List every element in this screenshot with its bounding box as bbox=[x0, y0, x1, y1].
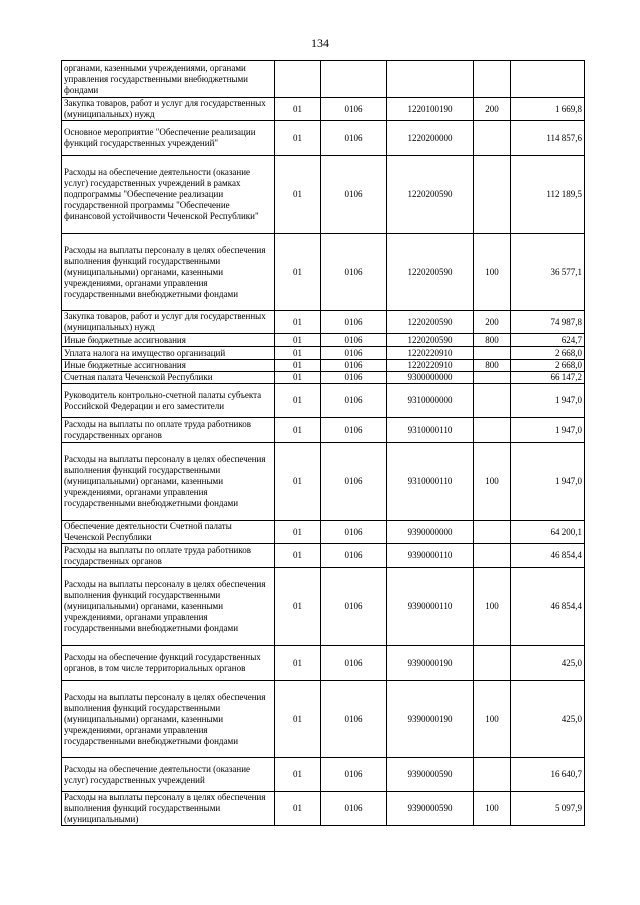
cell-subsection: 0106 bbox=[321, 372, 387, 384]
cell-amount: 46 854,4 bbox=[511, 544, 585, 568]
cell-subsection bbox=[321, 61, 387, 98]
cell-amount: 1 947,0 bbox=[511, 384, 585, 418]
cell-name: Закупка товаров, работ и услуг для государственных (муниципальных) нужд bbox=[62, 98, 275, 121]
cell-expense-type: 800 bbox=[474, 334, 511, 347]
cell-name: Расходы на выплаты персоналу в целях обеспечения выполнения функций государственными (муниципальными) bbox=[62, 792, 275, 826]
cell-section bbox=[275, 61, 321, 98]
table-row bbox=[62, 156, 585, 234]
cell-subsection: 0106 bbox=[321, 334, 387, 347]
table-row bbox=[62, 372, 585, 384]
cell-expense-type bbox=[474, 418, 511, 443]
cell-target-article: 9390000110 bbox=[387, 568, 474, 646]
cell-target-article: 9390000590 bbox=[387, 758, 474, 792]
cell-section: 01 bbox=[275, 234, 321, 311]
cell-subsection: 0106 bbox=[321, 121, 387, 156]
cell-target-article: 1220100190 bbox=[387, 98, 474, 121]
cell-subsection: 0106 bbox=[321, 646, 387, 681]
cell-section: 01 bbox=[275, 418, 321, 443]
cell-name: Расходы на обеспечение деятельности (оказание услуг) государственных учреждений в рамках подпрограммы "Обеспечение реализации государственной программы "Обеспечение финансовой устойчивости Чеченской Республики" bbox=[62, 156, 275, 234]
cell-section: 01 bbox=[275, 544, 321, 568]
cell-target-article: 9300000000 bbox=[387, 372, 474, 384]
table-row bbox=[62, 98, 585, 121]
cell-expense-type: 100 bbox=[474, 568, 511, 646]
cell-amount: 74 987,8 bbox=[511, 311, 585, 334]
cell-amount: 1 947,0 bbox=[511, 443, 585, 521]
table-row bbox=[62, 418, 585, 443]
cell-section: 01 bbox=[275, 156, 321, 234]
table-row bbox=[62, 758, 585, 792]
cell-target-article: 9390000190 bbox=[387, 646, 474, 681]
cell-name: Расходы на выплаты персоналу в целях обеспечения выполнения функций государственными (муниципальными) органами, казенными учреждениями, органами управления государственными внебюджетными фондами bbox=[62, 443, 275, 521]
cell-target-article: 9390000190 bbox=[387, 681, 474, 758]
cell-amount: 425,0 bbox=[511, 681, 585, 758]
cell-amount: 46 854,4 bbox=[511, 568, 585, 646]
cell-section: 01 bbox=[275, 360, 321, 372]
cell-amount: 1 669,8 bbox=[511, 98, 585, 121]
cell-name: Расходы на обеспечение деятельности (оказание услуг) государственных учреждений bbox=[62, 758, 275, 792]
table-row bbox=[62, 521, 585, 544]
cell-target-article: 1220200590 bbox=[387, 234, 474, 311]
cell-subsection: 0106 bbox=[321, 360, 387, 372]
cell-amount: 2 668,0 bbox=[511, 347, 585, 360]
cell-name: Расходы на выплаты персоналу в целях обеспечения выполнения функций государственными (муниципальными) органами, казенными учреждениями, органами управления государственными внебюджетными фондами bbox=[62, 234, 275, 311]
cell-amount: 36 577,1 bbox=[511, 234, 585, 311]
cell-name: Иные бюджетные ассигнования bbox=[62, 360, 275, 372]
cell-name: органами, казенными учреждениями, органами управления государственными внебюджетными фондами bbox=[62, 61, 275, 98]
cell-section: 01 bbox=[275, 681, 321, 758]
cell-expense-type bbox=[474, 156, 511, 234]
cell-amount: 64 200,1 bbox=[511, 521, 585, 544]
cell-section: 01 bbox=[275, 568, 321, 646]
table-row bbox=[62, 121, 585, 156]
cell-name: Обеспечение деятельности Счетной палаты Чеченской Республики bbox=[62, 521, 275, 544]
cell-expense-type bbox=[474, 646, 511, 681]
table-row bbox=[62, 568, 585, 646]
cell-target-article bbox=[387, 61, 474, 98]
cell-amount: 114 857,6 bbox=[511, 121, 585, 156]
cell-section: 01 bbox=[275, 311, 321, 334]
cell-name: Расходы на выплаты по оплате труда работников государственных органов bbox=[62, 544, 275, 568]
table-row bbox=[62, 360, 585, 372]
cell-target-article: 1220200590 bbox=[387, 156, 474, 234]
cell-expense-type bbox=[474, 544, 511, 568]
table-row bbox=[62, 384, 585, 418]
cell-amount: 16 640,7 bbox=[511, 758, 585, 792]
cell-expense-type: 100 bbox=[474, 234, 511, 311]
table-row bbox=[62, 234, 585, 311]
cell-section: 01 bbox=[275, 121, 321, 156]
cell-name: Счетная палата Чеченской Республики bbox=[62, 372, 275, 384]
cell-section: 01 bbox=[275, 646, 321, 681]
cell-expense-type bbox=[474, 758, 511, 792]
table-row bbox=[62, 334, 585, 347]
table-row bbox=[62, 792, 585, 826]
cell-subsection: 0106 bbox=[321, 544, 387, 568]
cell-expense-type: 100 bbox=[474, 792, 511, 826]
cell-expense-type bbox=[474, 121, 511, 156]
cell-target-article: 9310000110 bbox=[387, 443, 474, 521]
cell-section: 01 bbox=[275, 98, 321, 121]
cell-subsection: 0106 bbox=[321, 418, 387, 443]
cell-name: Иные бюджетные ассигнования bbox=[62, 334, 275, 347]
cell-amount: 5 097,9 bbox=[511, 792, 585, 826]
cell-expense-type bbox=[474, 384, 511, 418]
table-row bbox=[62, 443, 585, 521]
cell-expense-type bbox=[474, 347, 511, 360]
cell-subsection: 0106 bbox=[321, 311, 387, 334]
cell-name: Расходы на выплаты персоналу в целях обеспечения выполнения функций государственными (муниципальными) органами, казенными учреждениями, органами управления государственными внебюджетными фондами bbox=[62, 681, 275, 758]
cell-name: Руководитель контрольно-счетной палаты субъекта Российской Федерации и его заместители bbox=[62, 384, 275, 418]
cell-target-article: 1220220910 bbox=[387, 360, 474, 372]
cell-expense-type bbox=[474, 372, 511, 384]
cell-name: Расходы на выплаты персоналу в целях обеспечения выполнения функций государственными (муниципальными) органами, казенными учреждениями, органами управления государственными внебюджетными фондами bbox=[62, 568, 275, 646]
table-row bbox=[62, 646, 585, 681]
cell-target-article: 9310000110 bbox=[387, 418, 474, 443]
cell-target-article: 1220200590 bbox=[387, 334, 474, 347]
page-number: 134 bbox=[311, 36, 329, 50]
cell-target-article: 9390000590 bbox=[387, 792, 474, 826]
cell-target-article: 9390000000 bbox=[387, 521, 474, 544]
cell-name: Расходы на обеспечение функций государственных органов, в том числе территориальных органов bbox=[62, 646, 275, 681]
cell-section: 01 bbox=[275, 443, 321, 521]
cell-target-article: 9390000110 bbox=[387, 544, 474, 568]
cell-expense-type: 100 bbox=[474, 443, 511, 521]
cell-subsection: 0106 bbox=[321, 443, 387, 521]
cell-section: 01 bbox=[275, 347, 321, 360]
cell-amount: 66 147,2 bbox=[511, 372, 585, 384]
cell-expense-type: 200 bbox=[474, 98, 511, 121]
cell-amount: 112 189,5 bbox=[511, 156, 585, 234]
table-row bbox=[62, 347, 585, 360]
cell-amount: 1 947,0 bbox=[511, 418, 585, 443]
table-row bbox=[62, 61, 585, 98]
cell-amount bbox=[511, 61, 585, 98]
cell-subsection: 0106 bbox=[321, 347, 387, 360]
cell-target-article: 9310000000 bbox=[387, 384, 474, 418]
budget-table bbox=[61, 60, 585, 826]
cell-subsection: 0106 bbox=[321, 234, 387, 311]
cell-amount: 624,7 bbox=[511, 334, 585, 347]
cell-subsection: 0106 bbox=[321, 521, 387, 544]
cell-name: Расходы на выплаты по оплате труда работников государственных органов bbox=[62, 418, 275, 443]
budget-table-body bbox=[62, 61, 585, 826]
cell-target-article: 1220200000 bbox=[387, 121, 474, 156]
table-row bbox=[62, 681, 585, 758]
cell-subsection: 0106 bbox=[321, 384, 387, 418]
cell-amount: 425,0 bbox=[511, 646, 585, 681]
cell-name: Основное мероприятие "Обеспечение реализации функций государственных учреждений" bbox=[62, 121, 275, 156]
cell-subsection: 0106 bbox=[321, 792, 387, 826]
cell-target-article: 1220200590 bbox=[387, 311, 474, 334]
cell-name: Уплата налога на имущество организаций bbox=[62, 347, 275, 360]
cell-section: 01 bbox=[275, 384, 321, 418]
cell-subsection: 0106 bbox=[321, 568, 387, 646]
cell-expense-type: 800 bbox=[474, 360, 511, 372]
cell-subsection: 0106 bbox=[321, 156, 387, 234]
cell-expense-type: 100 bbox=[474, 681, 511, 758]
cell-target-article: 1220220910 bbox=[387, 347, 474, 360]
cell-subsection: 0106 bbox=[321, 681, 387, 758]
cell-section: 01 bbox=[275, 758, 321, 792]
cell-section: 01 bbox=[275, 372, 321, 384]
cell-expense-type bbox=[474, 521, 511, 544]
cell-section: 01 bbox=[275, 792, 321, 826]
table-row bbox=[62, 311, 585, 334]
cell-expense-type: 200 bbox=[474, 311, 511, 334]
cell-name: Закупка товаров, работ и услуг для государственных (муниципальных) нужд bbox=[62, 311, 275, 334]
cell-expense-type bbox=[474, 61, 511, 98]
table-row bbox=[62, 544, 585, 568]
cell-amount: 2 668,0 bbox=[511, 360, 585, 372]
cell-section: 01 bbox=[275, 521, 321, 544]
cell-section: 01 bbox=[275, 334, 321, 347]
cell-subsection: 0106 bbox=[321, 98, 387, 121]
cell-subsection: 0106 bbox=[321, 758, 387, 792]
